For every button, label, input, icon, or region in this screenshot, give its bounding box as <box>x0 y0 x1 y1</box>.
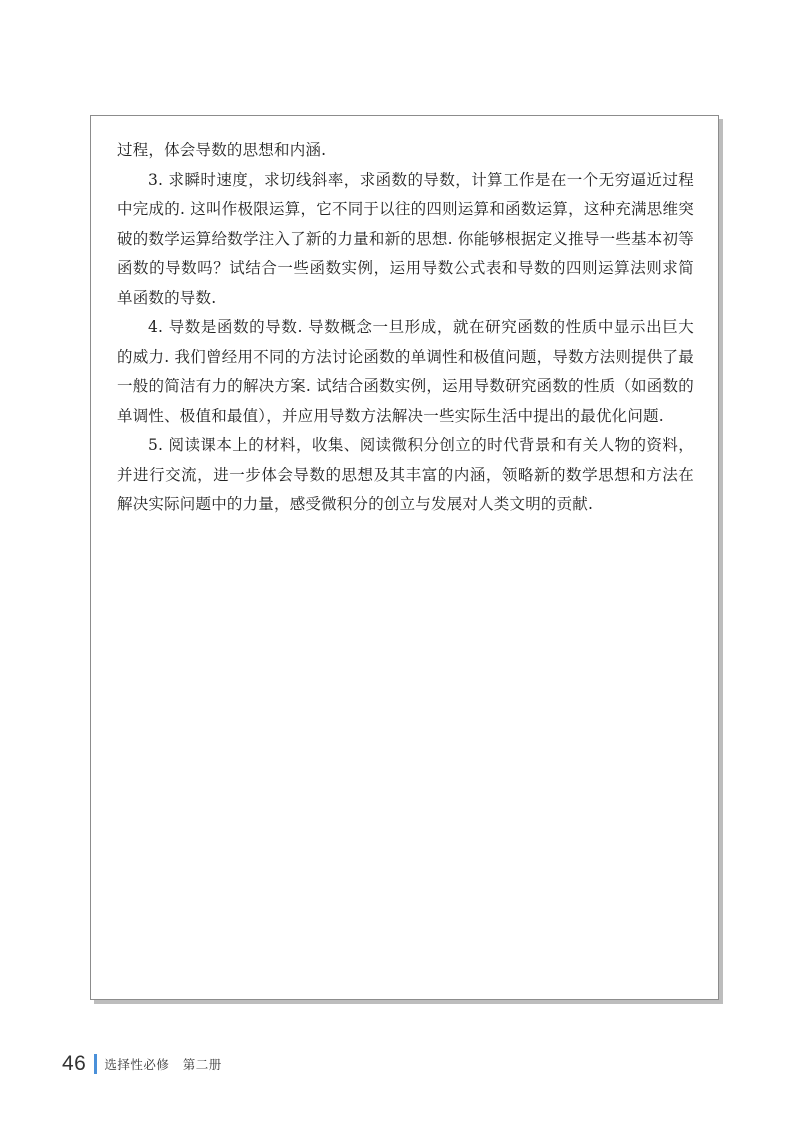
page-number: 46 <box>62 1052 87 1075</box>
paragraph-continuation: 过程，体会导数的思想和内涵. <box>117 141 327 159</box>
book-title: 选择性必修 第二册 <box>104 1057 222 1072</box>
paragraph-item-3: 3. 求瞬时速度，求切线斜率，求函数的导数，计算工作是在一个无穷逼近过程中完成的. 这叫作极限运算，它不同于以往的四则运算和函数运算，这种充满思维突破的数学运算给数学注入了新的力量和新的思想. 你能够根据定义推导一些基本初等函数的导数吗？试结合一些函数实例，运用导数公式表和导数的四则运算法则求简单函数的导数. <box>117 170 694 307</box>
text-body <box>117 136 694 520</box>
paragraph-item-4: 4. 导数是函数的导数. 导数概念一旦形成，就在研究函数的性质中显示出巨大的威力. 我们曾经用不同的方法讨论函数的单调性和极值问题，导数方法则提供了最一般的简洁有力的解决方案. 试结合函数实例，运用导数研究函数的性质（如函数的单调性、极值和最值），并应用导数方法解决一些实际生活中提出的最优化问题. <box>117 318 694 425</box>
content-frame <box>90 115 719 1000</box>
page-footer <box>62 1052 222 1076</box>
paragraph-item-5: 5. 阅读课本上的材料，收集、阅读微积分创立的时代背景和有关人物的资料，并进行交流，进一步体会导数的思想及其丰富的内涵，领略新的数学思想和方法在解决实际问题中的力量，感受微积分的创立与发展对人类文明的贡献. <box>117 436 694 513</box>
footer-accent-bar <box>94 1054 97 1074</box>
